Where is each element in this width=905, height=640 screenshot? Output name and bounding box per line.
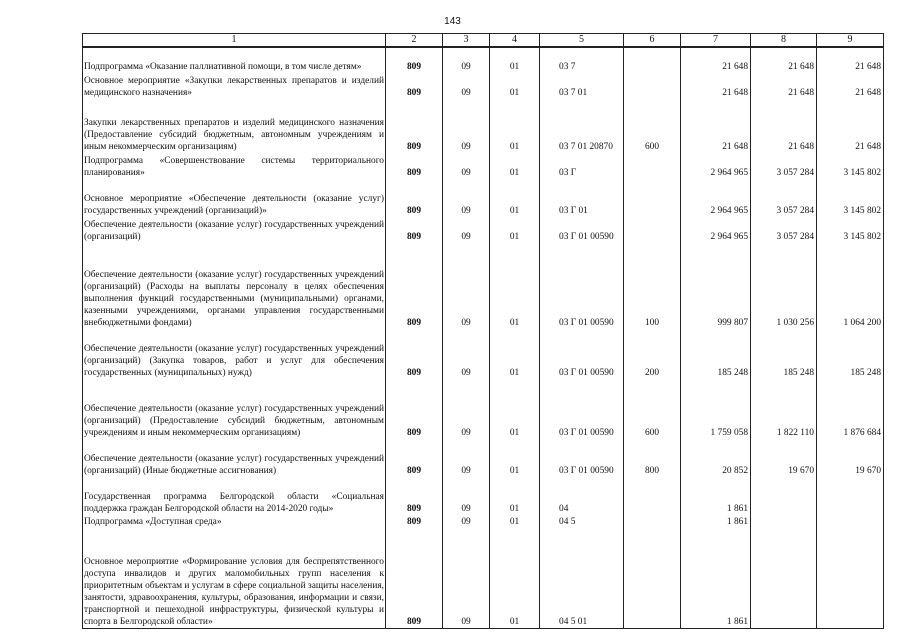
grbs-code: 809 (386, 329, 443, 379)
amount-year-1: 21 648 (681, 73, 751, 99)
subsection-code: 01 (490, 477, 540, 515)
amount-year-2 (751, 477, 817, 515)
amount-year-3: 1 064 200 (817, 243, 884, 329)
header-cell: 3 (443, 34, 490, 48)
target-article-code: 03 Г 01 00590 (540, 379, 624, 439)
expense-type-code: 100 (624, 243, 681, 329)
table-row (83, 528, 884, 628)
amount-year-3 (817, 477, 884, 515)
amount-year-2: 3 057 284 (751, 153, 817, 179)
grbs-code: 809 (386, 153, 443, 179)
amount-year-1: 1 861 (681, 515, 751, 528)
grbs-code: 809 (386, 47, 443, 73)
amount-year-3: 3 145 802 (817, 217, 884, 243)
expense-type-code (624, 179, 681, 217)
table-row (83, 217, 884, 243)
section-code: 09 (443, 153, 490, 179)
section-code: 09 (443, 439, 490, 477)
grbs-code: 809 (386, 73, 443, 99)
row-description: Государственная программа Белгородской области «Социальная поддержка граждан Белгородской области на 2014-2020 годы» (83, 477, 386, 515)
expense-type-code (624, 477, 681, 515)
amount-year-2: 21 648 (751, 73, 817, 99)
target-article-code: 04 (540, 477, 624, 515)
row-description: Подпрограмма «Доступная среда» (83, 515, 386, 528)
amount-year-1: 20 852 (681, 439, 751, 477)
table-row (83, 329, 884, 379)
amount-year-1: 21 648 (681, 99, 751, 153)
section-code: 09 (443, 73, 490, 99)
table-row (83, 179, 884, 217)
target-article-code: 04 5 01 (540, 528, 624, 628)
amount-year-1: 2 964 965 (681, 179, 751, 217)
header-cell: 7 (681, 34, 751, 48)
subsection-code: 01 (490, 515, 540, 528)
header-cell: 2 (386, 34, 443, 48)
target-article-code: 04 5 (540, 515, 624, 528)
subsection-code: 01 (490, 217, 540, 243)
row-description: Основное мероприятие «Формирование условия для беспрепятственного доступа инвалидов и других маломобильных групп населения к приоритетным объектам и услугам в сфере социальной защиты населения, занятости, здравоохранения, культуры, образования, информации и связи, транспортной и пешеходной инфраструктуры, физической культуры и спорта в Белгородской области» (83, 528, 386, 628)
table-row (83, 379, 884, 439)
amount-year-1: 185 248 (681, 329, 751, 379)
expense-type-code: 800 (624, 439, 681, 477)
expense-type-code (624, 153, 681, 179)
section-code: 09 (443, 515, 490, 528)
amount-year-2: 21 648 (751, 99, 817, 153)
subsection-code: 01 (490, 73, 540, 99)
row-description: Обеспечение деятельности (оказание услуг) государственных учреждений (организаций) (Закупка товаров, работ и услуг для обеспечения государственных (муниципальных) нужд) (83, 329, 386, 379)
row-description: Обеспечение деятельности (оказание услуг) государственных учреждений (организаций) (83, 217, 386, 243)
table-row (83, 153, 884, 179)
row-description: Подпрограмма «Совершенствование системы территориального планирования» (83, 153, 386, 179)
subsection-code: 01 (490, 528, 540, 628)
amount-year-1: 2 964 965 (681, 217, 751, 243)
subsection-code: 01 (490, 153, 540, 179)
header-cell: 9 (817, 34, 884, 48)
table-row (83, 99, 884, 153)
amount-year-3: 19 670 (817, 439, 884, 477)
table-row (83, 243, 884, 329)
subsection-code: 01 (490, 179, 540, 217)
amount-year-2: 19 670 (751, 439, 817, 477)
grbs-code: 809 (386, 379, 443, 439)
row-description: Закупки лекарственных препаратов и изделий медицинского назначения (Предоставление субсидий бюджетным, автономным учреждениям и иным некоммерческим организациям) (83, 99, 386, 153)
amount-year-3: 3 145 802 (817, 179, 884, 217)
grbs-code: 809 (386, 439, 443, 477)
header-cell: 8 (751, 34, 817, 48)
amount-year-1: 999 807 (681, 243, 751, 329)
target-article-code: 03 Г 01 00590 (540, 217, 624, 243)
grbs-code: 809 (386, 99, 443, 153)
section-code: 09 (443, 379, 490, 439)
grbs-code: 809 (386, 477, 443, 515)
section-code: 09 (443, 217, 490, 243)
amount-year-1: 1 759 058 (681, 379, 751, 439)
section-code: 09 (443, 329, 490, 379)
row-description: Основное мероприятие «Обеспечение деятельности (оказание услуг) государственных учреждений (организаций)» (83, 179, 386, 217)
amount-year-3 (817, 515, 884, 528)
target-article-code: 03 Г 01 00590 (540, 439, 624, 477)
section-code: 09 (443, 528, 490, 628)
header-cell: 4 (490, 34, 540, 48)
amount-year-3: 3 145 802 (817, 153, 884, 179)
amount-year-2 (751, 528, 817, 628)
expense-type-code (624, 73, 681, 99)
section-code: 09 (443, 179, 490, 217)
amount-year-2: 3 057 284 (751, 179, 817, 217)
amount-year-3: 21 648 (817, 99, 884, 153)
expense-type-code: 600 (624, 379, 681, 439)
amount-year-3: 21 648 (817, 47, 884, 73)
amount-year-1: 2 964 965 (681, 153, 751, 179)
expense-type-code (624, 528, 681, 628)
page-number: 143 (444, 16, 461, 27)
expense-type-code (624, 47, 681, 73)
target-article-code: 03 Г 01 00590 (540, 329, 624, 379)
section-code: 09 (443, 47, 490, 73)
row-description: Подпрограмма «Оказание паллиативной помощи, в том числе детям» (83, 47, 386, 73)
subsection-code: 01 (490, 99, 540, 153)
subsection-code: 01 (490, 439, 540, 477)
grbs-code: 809 (386, 515, 443, 528)
amount-year-2 (751, 515, 817, 528)
subsection-code: 01 (490, 379, 540, 439)
section-code: 09 (443, 477, 490, 515)
expense-type-code: 200 (624, 329, 681, 379)
amount-year-3: 1 876 684 (817, 379, 884, 439)
expense-type-code (624, 515, 681, 528)
table-row (83, 515, 884, 528)
table-row (83, 439, 884, 477)
header-cell: 1 (83, 34, 386, 48)
subsection-code: 01 (490, 329, 540, 379)
amount-year-1: 21 648 (681, 47, 751, 73)
row-description: Обеспечение деятельности (оказание услуг) государственных учреждений (организаций) (Расходы на выплаты персоналу в целях обеспечения выполнения функций государственными (муниципальными) органами, казенными учреждениями, органами управления государственными внебюджетными фондами) (83, 243, 386, 329)
row-description: Основное мероприятие «Закупки лекарственных препаратов и изделий медицинского назначения» (83, 73, 386, 99)
budget-table (82, 33, 884, 629)
row-description: Обеспечение деятельности (оказание услуг) государственных учреждений (организаций) (Предоставление субсидий бюджетным, автономным учреждениям и иным некоммерческим организациям) (83, 379, 386, 439)
target-article-code: 03 7 01 20870 (540, 99, 624, 153)
section-code: 09 (443, 243, 490, 329)
grbs-code: 809 (386, 243, 443, 329)
target-article-code: 03 Г (540, 153, 624, 179)
amount-year-1: 1 861 (681, 477, 751, 515)
header-cell: 5 (540, 34, 624, 48)
amount-year-3: 185 248 (817, 329, 884, 379)
amount-year-3 (817, 528, 884, 628)
expense-type-code: 600 (624, 99, 681, 153)
section-code: 09 (443, 99, 490, 153)
table-row (83, 477, 884, 515)
amount-year-3: 21 648 (817, 73, 884, 99)
subsection-code: 01 (490, 47, 540, 73)
header-row (83, 34, 884, 48)
amount-year-2: 1 822 110 (751, 379, 817, 439)
grbs-code: 809 (386, 528, 443, 628)
amount-year-2: 1 030 256 (751, 243, 817, 329)
table-row (83, 47, 884, 73)
expense-type-code (624, 217, 681, 243)
grbs-code: 809 (386, 179, 443, 217)
table-row (83, 73, 884, 99)
amount-year-2: 21 648 (751, 47, 817, 73)
target-article-code: 03 Г 01 (540, 179, 624, 217)
row-description: Обеспечение деятельности (оказание услуг) государственных учреждений (организаций) (Иные бюджетные ассигнования) (83, 439, 386, 477)
target-article-code: 03 7 01 (540, 73, 624, 99)
subsection-code: 01 (490, 243, 540, 329)
header-cell: 6 (624, 34, 681, 48)
grbs-code: 809 (386, 217, 443, 243)
amount-year-2: 3 057 284 (751, 217, 817, 243)
target-article-code: 03 Г 01 00590 (540, 243, 624, 329)
amount-year-1: 1 861 (681, 528, 751, 628)
amount-year-2: 185 248 (751, 329, 817, 379)
target-article-code: 03 7 (540, 47, 624, 73)
